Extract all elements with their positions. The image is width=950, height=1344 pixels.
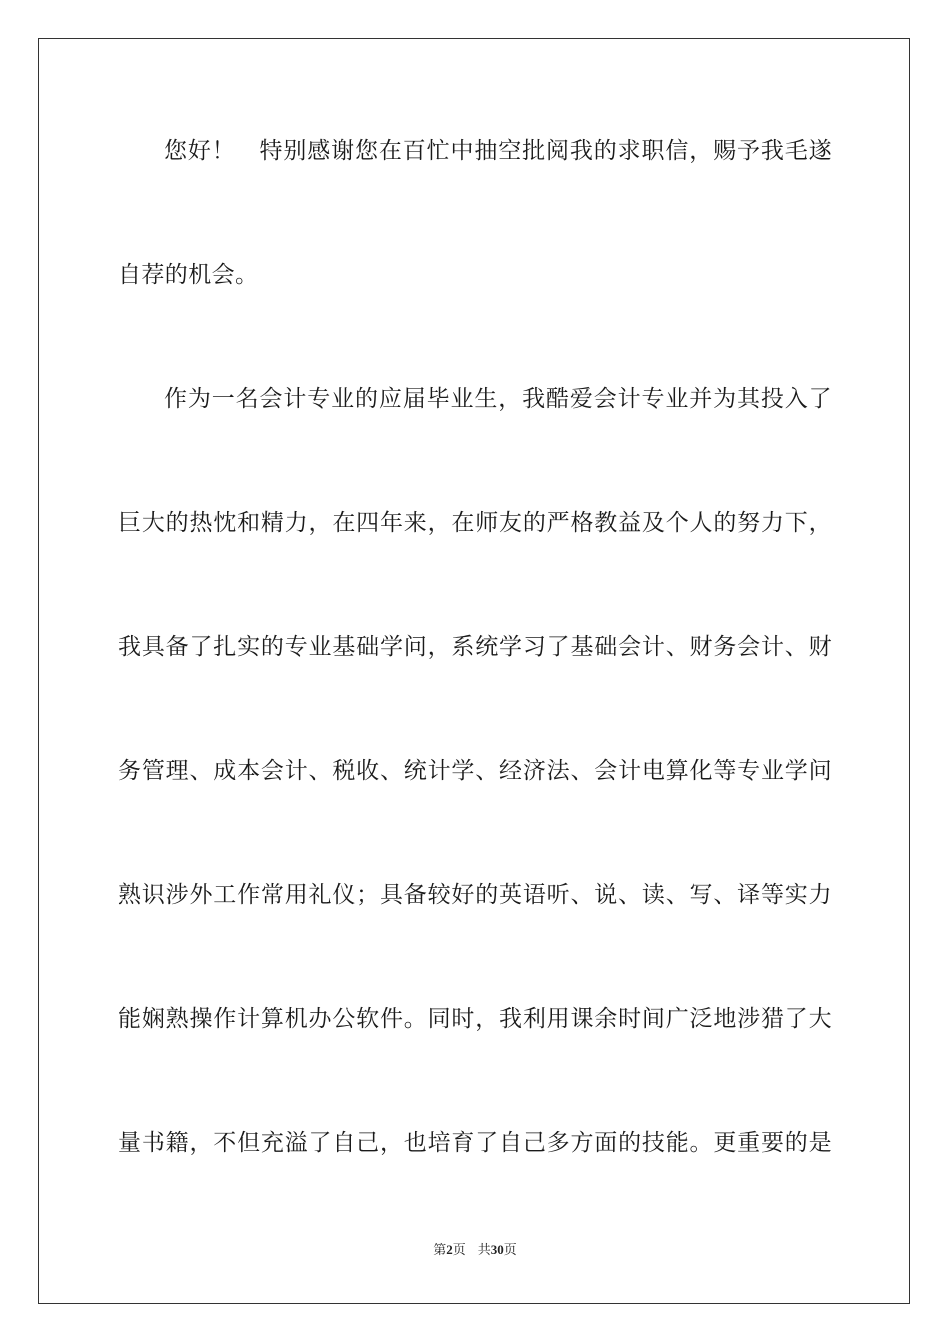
page-frame [38,38,910,1304]
total-suffix: 页 [503,1243,517,1258]
paragraph-line: 能娴熟操作计算机办公软件。同时，我利用课余时间广泛地涉猎了大 [118,1006,832,1032]
paragraph-line: 我具备了扎实的专业基础学问，系统学习了基础会计、财务会计、财 [118,634,832,660]
page-number: 2 [446,1242,453,1257]
page-prefix: 第 [433,1243,447,1258]
paragraph-line: 量书籍，不但充溢了自己，也培育了自己多方面的技能。更重要的是 [118,1130,832,1156]
page-footer [0,1241,950,1260]
paragraph-line: 您好！ 特别感谢您在百忙中抽空批阅我的求职信，赐予我毛遂 [164,138,832,164]
total-prefix: 共 [477,1243,491,1258]
paragraph-line: 巨大的热忱和精力，在四年来，在师友的严格教益及个人的努力下， [118,510,832,536]
paragraph-line: 务管理、成本会计、税收、统计学、经济法、会计电算化等专业学问 [118,758,832,784]
paragraph-line: 作为一名会计专业的应届毕业生，我酷爱会计专业并为其投入了 [164,386,832,412]
paragraph-line: 熟识涉外工作常用礼仪；具备较好的英语听、说、读、写、译等实力 [118,882,832,908]
paragraph-line: 自荐的机会。 [118,262,259,288]
total-pages: 30 [490,1242,504,1257]
page-suffix: 页 [452,1243,466,1258]
